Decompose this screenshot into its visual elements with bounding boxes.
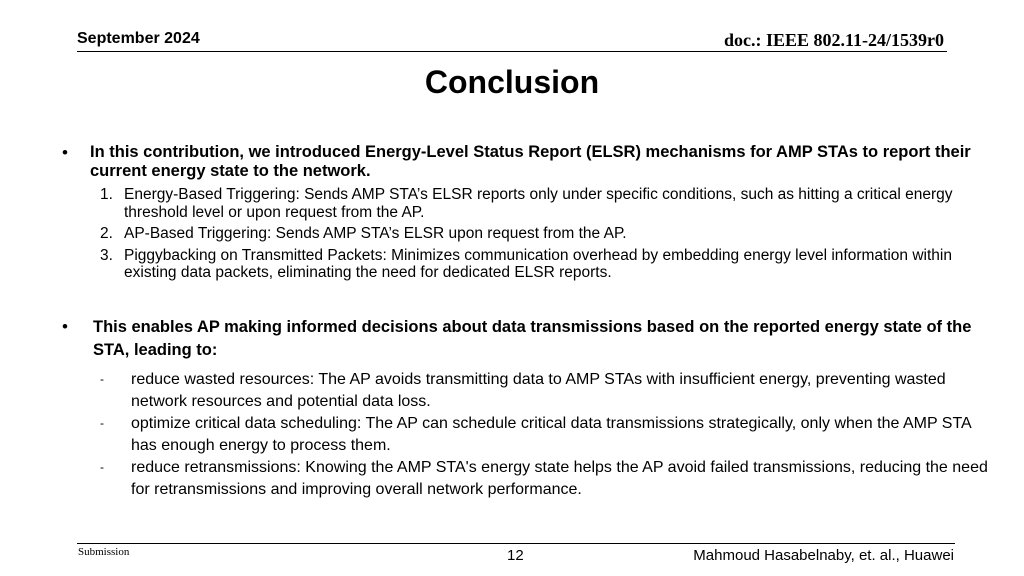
list-item	[100, 247, 980, 282]
dash-marker: -	[100, 372, 104, 386]
list-item	[100, 413, 1000, 457]
bullet-1-text: In this contribution, we introduced Energy-Level Status Report (ELSR) mechanisms for AMP STAs to report their current energy state to the network.	[90, 143, 971, 180]
list-item	[100, 369, 1000, 413]
list-number: 3.	[100, 246, 113, 264]
dash-marker: -	[100, 416, 104, 430]
dash-marker: -	[100, 460, 104, 474]
footer-divider	[77, 543, 955, 544]
list-item-text: reduce retransmissions: Knowing the AMP STA's energy state helps the AP avoid failed transmissions, reducing the need for retransmissions and improving overall network performance.	[131, 459, 988, 498]
list-number: 2.	[100, 225, 113, 242]
list-item	[100, 225, 980, 243]
list-item-text: AP-Based Triggering: Sends AMP STA’s ELSR upon request from the AP.	[124, 225, 627, 242]
list-number: 1.	[100, 186, 113, 203]
dash-list	[100, 369, 1000, 501]
numbered-list	[100, 186, 980, 286]
footer-author: Mahmoud Hasabelnaby, et. al., Huawei	[693, 547, 954, 564]
list-item	[100, 457, 1000, 501]
header-date: September 2024	[77, 30, 200, 47]
bullet-marker: •	[62, 317, 68, 336]
list-item	[100, 186, 980, 221]
bullet-marker: •	[62, 143, 68, 162]
bullet-2-text: This enables AP making informed decisions about data transmissions based on the reported energy state of the STA, leading to:	[93, 318, 972, 359]
page-number: 12	[507, 547, 524, 564]
list-item-text: optimize critical data scheduling: The AP can schedule critical data transmissions strategically, only when the AMP STA has enough energy to process them.	[131, 415, 971, 454]
footer-submission: Submission	[78, 546, 130, 558]
header-divider	[77, 51, 947, 52]
list-item-text: Energy-Based Triggering: Sends AMP STA’s ELSR reports only under specific conditions, such as hitting a critical energy threshold level or upon request from the AP.	[124, 186, 953, 221]
list-item-text: Piggybacking on Transmitted Packets: Minimizes communication overhead by embedding energy level information within existing data packets, eliminating the need for dedicated ELSR reports.	[124, 246, 952, 281]
header-doc-id: doc.: IEEE 802.11-24/1539r0	[723, 30, 944, 50]
list-item-text: reduce wasted resources: The AP avoids transmitting data to AMP STAs with insufficient energy, preventing wasted network resources and potential data loss.	[131, 371, 946, 410]
slide-title: Conclusion	[424, 64, 600, 100]
